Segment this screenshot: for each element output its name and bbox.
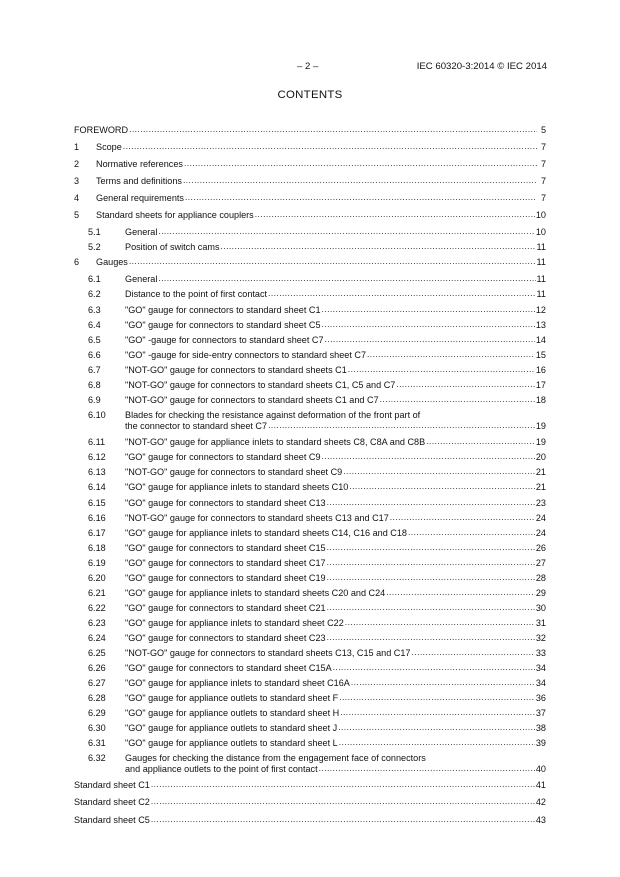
toc-entry-number: 6.23	[88, 618, 106, 628]
toc-entry-page: 36	[535, 693, 546, 703]
toc-entry-title: "GO" gauge for connectors to standard sheet C17	[125, 558, 326, 568]
toc-entry[interactable]	[74, 274, 546, 285]
toc-entry-page: 32	[535, 633, 546, 643]
toc-leader-dots	[327, 632, 535, 643]
toc-entry[interactable]	[74, 125, 546, 136]
toc-entry-page: 12	[535, 305, 546, 315]
toc-entry-title: Gauges for checking the distance from the engagement face of connectors	[125, 753, 426, 763]
toc-entry[interactable]	[74, 159, 546, 170]
toc-entry-page: 11	[536, 289, 546, 299]
toc-entry-page: 37	[535, 708, 546, 718]
toc-leader-dots	[327, 572, 535, 583]
toc-entry-title: "NOT-GO" gauge for connectors to standard sheets C1, C5 and C7	[125, 380, 396, 390]
toc-entry-number: 6.3	[88, 305, 101, 315]
toc-entry-number: 6.30	[88, 723, 106, 733]
toc-leader-dots	[327, 557, 535, 568]
toc-entry-page: 43	[535, 815, 546, 825]
toc-entry-title: Position of switch cams	[125, 242, 220, 252]
toc-leader-dots	[349, 481, 535, 492]
toc-entry-number: 6.20	[88, 573, 106, 583]
toc-leader-dots	[185, 192, 537, 203]
toc-entry[interactable]	[74, 498, 546, 509]
toc-entry-number: 6.21	[88, 588, 106, 598]
toc-leader-dots	[339, 692, 535, 703]
toc-entry[interactable]	[74, 513, 546, 524]
toc-entry[interactable]	[74, 573, 546, 584]
toc-leader-dots	[339, 737, 535, 748]
toc-entry-number: 6.26	[88, 663, 106, 673]
toc-leader-dots	[151, 779, 535, 790]
toc-entry-number: 6.2	[88, 289, 101, 299]
toc-entry-number: 6.22	[88, 603, 106, 613]
toc-entry[interactable]	[74, 395, 546, 406]
toc-entry-number: 6.15	[88, 498, 106, 508]
toc-leader-dots	[158, 226, 535, 237]
toc-entry-page: 29	[535, 588, 546, 598]
toc-leader-dots	[129, 124, 537, 135]
toc-leader-dots	[151, 814, 535, 825]
toc-entry-page: 31	[535, 618, 546, 628]
toc-entry-page: 24	[535, 528, 546, 538]
toc-entry-page: 19	[535, 437, 546, 447]
toc-entry-title: "GO" gauge for connectors to standard sheet C15A	[125, 663, 332, 673]
toc-entry-number: 6.18	[88, 543, 106, 553]
toc-leader-dots	[123, 141, 537, 152]
toc-entry-title: Standard sheet C2	[74, 797, 150, 807]
toc-entry[interactable]	[74, 558, 546, 569]
toc-entry[interactable]	[74, 452, 546, 463]
toc-entry-title: General	[125, 227, 158, 237]
toc-leader-dots	[325, 334, 535, 345]
toc-entry-title: "GO" gauge for connectors to standard sheet C23	[125, 633, 326, 643]
toc-entry-number: 6.14	[88, 482, 106, 492]
toc-leader-dots	[408, 527, 535, 538]
toc-entry-title-continued: the connector to standard sheet C7	[125, 421, 268, 431]
toc-entry-number: 6.29	[88, 708, 106, 718]
toc-leader-dots	[390, 512, 535, 523]
toc-leader-dots	[345, 617, 535, 628]
toc-entry-title: Distance to the point of first contact	[125, 289, 268, 299]
toc-entry[interactable]	[74, 633, 546, 644]
toc-entry-number: 1	[74, 142, 80, 152]
toc-leader-dots	[348, 364, 535, 375]
toc-entry-page: 10	[535, 227, 546, 237]
toc-entry[interactable]	[74, 738, 546, 749]
toc-entry[interactable]	[74, 305, 546, 316]
toc-leader-dots	[386, 587, 535, 598]
page-number: – 2 –	[297, 61, 319, 72]
toc-entry-page: 17	[535, 380, 546, 390]
toc-entry-title: Blades for checking the resistance against deformation of the front part of	[125, 410, 421, 420]
toc-entry-title: Terms and definitions	[96, 176, 182, 186]
toc-entry-page: 40	[535, 764, 546, 774]
toc-entry-number: 6.4	[88, 320, 101, 330]
toc-entry-title: "NOT-GO" gauge for connectors to standard sheets C13 and C17	[125, 513, 389, 523]
toc-leader-dots	[158, 273, 535, 284]
toc-leader-dots	[129, 256, 536, 267]
toc-entry[interactable]	[74, 242, 546, 253]
toc-entry[interactable]	[74, 663, 546, 674]
toc-entry-number: 6.8	[88, 380, 101, 390]
toc-entry-number: 6.13	[88, 467, 106, 477]
toc-entry-title: "NOT-GO" gauge for connectors to standard sheets C1 and C7	[125, 395, 379, 405]
toc-entry[interactable]	[74, 603, 546, 614]
toc-entry[interactable]	[74, 678, 546, 689]
toc-entry-title: "GO" -gauge for side-entry connectors to standard sheet C7	[125, 350, 366, 360]
toc-entry-number: 6.17	[88, 528, 106, 538]
toc-entry-page: 30	[535, 603, 546, 613]
toc-leader-dots	[351, 677, 535, 688]
toc-leader-dots	[396, 379, 535, 390]
toc-entry-number: 6.12	[88, 452, 106, 462]
toc-entry[interactable]	[74, 618, 546, 629]
toc-entry[interactable]	[74, 815, 546, 826]
toc-entry-title-continued: and appliance outlets to the point of first contact	[125, 764, 318, 774]
toc-entry-title: "GO" gauge for connectors to standard sheet C1	[125, 305, 321, 315]
toc-leader-dots	[343, 466, 535, 477]
toc-leader-dots	[322, 319, 535, 330]
toc-entry-page: 23	[535, 498, 546, 508]
toc-leader-dots	[426, 436, 535, 447]
toc-leader-dots	[268, 420, 535, 431]
toc-entry-number: 6.10	[88, 410, 106, 420]
toc-entry-page: 7	[540, 142, 546, 152]
toc-entry-page: 28	[535, 573, 546, 583]
toc-entry-title: "GO" gauge for appliance inlets to standard sheet C22	[125, 618, 344, 628]
toc-entry[interactable]	[74, 482, 546, 493]
toc-entry-number: 6.32	[88, 753, 106, 763]
toc-entry[interactable]	[74, 410, 546, 432]
toc-entry[interactable]	[74, 193, 546, 204]
toc-entry-page: 21	[535, 467, 546, 477]
toc-entry[interactable]	[74, 753, 546, 775]
toc-entry-title: Standard sheets for appliance couplers	[96, 210, 254, 220]
toc-leader-dots	[322, 451, 535, 462]
toc-entry-title: General	[125, 274, 158, 284]
toc-entry-title: "GO" gauge for appliance inlets to standard sheet C16A	[125, 678, 350, 688]
toc-entry[interactable]	[74, 350, 546, 361]
toc-entry-title: Normative references	[96, 159, 183, 169]
toc-entry-number: 6.27	[88, 678, 106, 688]
toc-leader-dots	[367, 349, 535, 360]
toc-entry-title: Scope	[96, 142, 122, 152]
toc-entry[interactable]	[74, 723, 546, 734]
page-title: CONTENTS	[277, 89, 343, 101]
page-header	[0, 61, 620, 75]
toc-entry-title: "NOT-GO" gauge for appliance inlets to standard sheets C8, C8A and C8B	[125, 437, 426, 447]
toc-leader-dots	[412, 647, 535, 658]
toc-entry-title: "NOT-GO" gauge for connectors to standard sheets C13, C15 and C17	[125, 648, 411, 658]
toc-entry-page: 41	[535, 780, 546, 790]
toc-entry-number: 6.7	[88, 365, 101, 375]
toc-entry-title: "GO" gauge for connectors to standard sheet C21	[125, 603, 326, 613]
toc-entry-page: 13	[535, 320, 546, 330]
toc-entry-page: 26	[535, 543, 546, 553]
toc-entry[interactable]	[74, 588, 546, 599]
toc-leader-dots	[322, 304, 535, 315]
toc-entry[interactable]	[74, 797, 546, 808]
toc-entry-number: 6.24	[88, 633, 106, 643]
toc-leader-dots	[327, 497, 535, 508]
toc-entry-title: "GO" gauge for appliance inlets to standard sheets C14, C16 and C18	[125, 528, 407, 538]
toc-entry-title: "NOT-GO" gauge for connectors to standard sheet C9	[125, 467, 343, 477]
toc-entry-title: Standard sheet C1	[74, 780, 150, 790]
toc-entry-page: 34	[535, 678, 546, 688]
toc-leader-dots	[333, 662, 535, 673]
toc-entry-number: 6.9	[88, 395, 101, 405]
toc-entry-title: "GO" gauge for appliance outlets to standard sheet L	[125, 738, 338, 748]
toc-entry[interactable]	[74, 320, 546, 331]
toc-leader-dots	[221, 241, 536, 252]
toc-entry-number: 6.11	[88, 437, 106, 447]
toc-entry[interactable]	[74, 648, 546, 659]
toc-entry-title: "GO" gauge for connectors to standard sheet C15	[125, 543, 326, 553]
toc-entry-page: 18	[535, 395, 546, 405]
toc-entry-number: 6.16	[88, 513, 106, 523]
toc-entry[interactable]	[74, 543, 546, 554]
toc-leader-dots	[340, 707, 535, 718]
toc-entry[interactable]	[74, 176, 546, 187]
toc-entry-title: "GO" gauge for appliance inlets to standard sheets C20 and C24	[125, 588, 386, 598]
toc-entry-title: "GO" gauge for appliance outlets to standard sheet H	[125, 708, 340, 718]
toc-entry-number: 6.28	[88, 693, 106, 703]
toc-entry-title: "NOT-GO" gauge for connectors to standard sheets C1	[125, 365, 347, 375]
toc-entry-page: 7	[540, 176, 546, 186]
toc-entry-title: Standard sheet C5	[74, 815, 150, 825]
toc-entry-page: 20	[535, 452, 546, 462]
toc-entry-page: 21	[535, 482, 546, 492]
toc-leader-dots	[338, 722, 535, 733]
toc-entry[interactable]	[74, 708, 546, 719]
toc-entry-title: General requirements	[96, 193, 184, 203]
toc-leader-dots	[327, 602, 535, 613]
toc-entry-page: 33	[535, 648, 546, 658]
toc-entry[interactable]	[74, 380, 546, 391]
toc-entry-page: 11	[536, 242, 546, 252]
toc-entry[interactable]	[74, 257, 546, 268]
toc-entry[interactable]	[74, 528, 546, 539]
toc-entry-number: 5.1	[88, 227, 101, 237]
toc-entry-page: 34	[535, 663, 546, 673]
toc-entry-page: 24	[535, 513, 546, 523]
toc-entry-number: 2	[74, 159, 80, 169]
toc-entry-page: 15	[535, 350, 546, 360]
toc-leader-dots	[255, 209, 535, 220]
toc-entry-page: 14	[535, 335, 546, 345]
toc-entry[interactable]	[74, 365, 546, 376]
toc-entry[interactable]	[74, 335, 546, 346]
toc-entry-page: 19	[535, 421, 546, 431]
toc-entry-title: "GO" gauge for connectors to standard sheet C13	[125, 498, 326, 508]
toc-entry-number: 6	[74, 257, 80, 267]
toc-entry-page: 39	[535, 738, 546, 748]
toc-entry[interactable]	[74, 780, 546, 791]
toc-leader-dots	[380, 394, 535, 405]
toc-leader-dots	[268, 288, 536, 299]
toc-entry[interactable]	[74, 467, 546, 478]
toc-entry-number: 6.1	[88, 274, 101, 284]
toc-entry-page: 10	[535, 210, 546, 220]
toc-entry-number: 5.2	[88, 242, 101, 252]
toc-entry-title: FOREWORD	[74, 125, 129, 135]
toc-leader-dots	[319, 763, 535, 774]
toc-entry-number: 6.5	[88, 335, 101, 345]
toc-leader-dots	[183, 175, 537, 186]
toc-entry-title: "GO" gauge for connectors to standard sheet C9	[125, 452, 321, 462]
toc-entry-number: 4	[74, 193, 80, 203]
toc-entry[interactable]	[74, 289, 546, 300]
toc-entry-number: 6.25	[88, 648, 106, 658]
toc-entry-page: 38	[535, 723, 546, 733]
toc-entry-title: "GO" gauge for appliance inlets to standard sheets C10	[125, 482, 349, 492]
toc-entry-title: "GO" gauge for connectors to standard sheet C5	[125, 320, 321, 330]
toc-entry[interactable]	[74, 142, 546, 153]
toc-entry-title: "GO" -gauge for connectors to standard sheet C7	[125, 335, 324, 345]
toc-leader-dots	[184, 158, 537, 169]
toc-leader-dots	[151, 796, 535, 807]
toc-entry-number: 3	[74, 176, 80, 186]
toc-entry-page: 11	[536, 257, 546, 267]
toc-entry-title: "GO" gauge for appliance outlets to standard sheet F	[125, 693, 339, 703]
toc-entry[interactable]	[74, 210, 546, 221]
toc-entry-title: "GO" gauge for appliance outlets to standard sheet J	[125, 723, 338, 733]
toc-entry-number: 6.6	[88, 350, 101, 360]
toc-entry-page: 27	[535, 558, 546, 568]
toc-entry-page: 16	[535, 365, 546, 375]
toc-entry-title: Gauges	[96, 257, 128, 267]
toc-entry-title: "GO" gauge for connectors to standard sheet C19	[125, 573, 326, 583]
toc-entry-page: 5	[540, 125, 546, 135]
toc-entry-page: 7	[540, 193, 546, 203]
toc-entry-number: 5	[74, 210, 80, 220]
toc-entry-page: 42	[535, 797, 546, 807]
document-id: IEC 60320-3:2014 © IEC 2014	[416, 61, 547, 72]
toc-entry-page: 7	[540, 159, 546, 169]
toc-leader-dots	[327, 542, 535, 553]
toc-entry[interactable]	[74, 437, 546, 448]
toc-entry-number: 6.19	[88, 558, 106, 568]
toc-entry[interactable]	[74, 693, 546, 704]
toc-entry[interactable]	[74, 227, 546, 238]
toc-entry-page: 11	[536, 274, 546, 284]
toc-entry-number: 6.31	[88, 738, 106, 748]
